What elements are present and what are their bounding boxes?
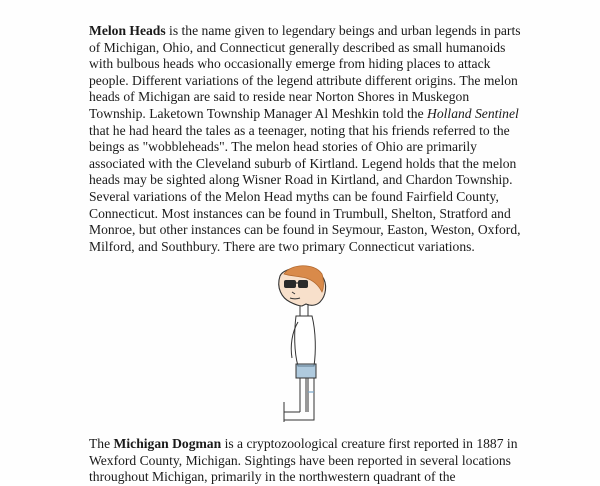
dogman-text-b: is a cryptozoological creature first reported in 1887 in Wexford County, Michigan. Sightings have been reported in several locations throughout Michigan, primarily in the northwestern quadrant of the — [89, 436, 518, 485]
michigan-dogman-paragraph — [89, 436, 529, 486]
holland-sentinel-title: Holland Sentinel — [427, 105, 519, 121]
melon-heads-text-a: is the name given to legendary beings and urban legends in parts of Michigan, Ohio, and Connecticut generally described as small humanoids with bulbous heads who occasionally emerge from hiding places to attack people. Different variations of the legend attribute different origins. The melon heads of Michigan are said to reside near Norton Shores in Muskegon Township. Laketown Township Manager Al Meshkin told the — [89, 23, 521, 121]
michigan-dogman-term: Michigan Dogman — [113, 436, 222, 451]
melon-head-figure-drawing-icon — [262, 262, 342, 430]
melon-heads-text-b: that he had heard the tales as a teenager, noting that his friends referred to the beings as "wobbleheads". The melon head stories of Ohio are primarily associated with the Cleveland suburb of Kirtland. Legend holds that the melon heads may be sighted along Wisner Road in Kirtland, and Chardon Township. Several variations of the Melon Head myths can be found Fairfield County, Connecticut. Most instances can be found in Trumbull, Shelton, Stratford and Monroe, but other instances can be found in Seymour, Easton, Weston, Oxford, Milford, and Southbury. There are two primary Connecticut variations. — [89, 122, 521, 254]
melon-heads-term: Melon Heads — [89, 23, 166, 38]
melon-heads-paragraph — [89, 23, 529, 255]
dogman-text-a: The — [89, 436, 114, 451]
